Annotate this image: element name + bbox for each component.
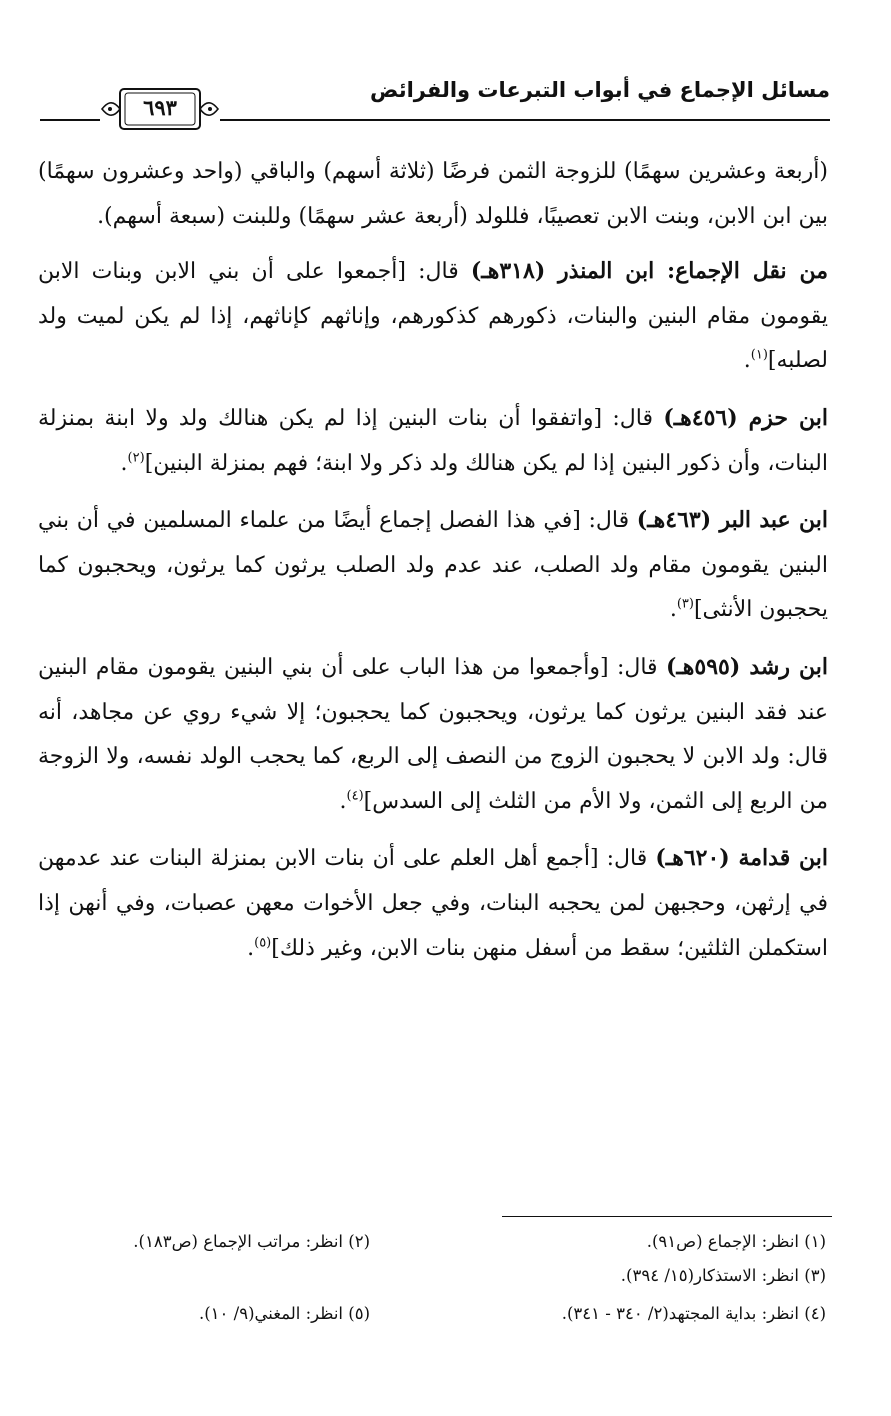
page-body bbox=[38, 150, 828, 983]
paragraph-lead: ابن رشد (٥٩٥هـ) bbox=[665, 653, 828, 680]
paragraph-ibn-abd-al-barr: ابن عبد البر (٤٦٣هـ) قال: [في هذا الفصل إجماع أيضًا من علماء المسلمين في أن بني البنين يقومون مقام ولد الصلب، عند عدم ولد الصلب يرثون كما يرثون، ويحجبون كما يحجبون الأنثى]$^{(٣)}$. bbox=[38, 507, 829, 623]
paragraph-lead: ابن عبد البر (٤٦٣هـ) bbox=[636, 507, 829, 534]
running-title: مسائل الإجماع في أبواب التبرعات والفرائض bbox=[370, 78, 830, 102]
footnote-3: (٣) انظر: الاستذكار(١٥/ ٣٩٤). bbox=[620, 1266, 826, 1285]
paragraph-text: (أربعة وعشرين سهمًا) للزوجة الثمن فرضًا (ثلاثة أسهم) والباقي (واحد وعشرون سهمًا) بين ابن الابن، وبنت الابن تعصيبًا، فللولد (أربعة عشر سهمًا) وللبنت (سبعة أسهم). bbox=[38, 159, 828, 229]
footnote-4: (٤) انظر: بداية المجتهد(٢/ ٣٤٠ - ٣٤١). bbox=[561, 1304, 826, 1323]
paragraph-text: قال: [أجمع أهل العلم على أن بنات الابن بمنزلة البنات عند عدمهن في إرثهن، وحجبهن لمن يحجبه البنات، وفي جعل الأخوات معهن عصبات، وفي أنهن إذا استكملن الثلثين؛ سقط من أسفل منهن بنات الابن، وغير ذلك] bbox=[38, 846, 828, 961]
page-number: ٦٩٣ bbox=[143, 95, 177, 120]
footnote-5: (٥) انظر: المغني(٩/ ١٠). bbox=[198, 1304, 370, 1323]
footnote-ref[interactable]: (٤) bbox=[346, 788, 364, 804]
paragraph-lead: ابن حزم (٤٥٦هـ) bbox=[663, 404, 828, 431]
footnote-2: (٢) انظر: مراتب الإجماع (ص١٨٣). bbox=[133, 1232, 370, 1251]
footnote-1: (١) انظر: الإجماع (ص٩١). bbox=[646, 1232, 826, 1251]
page-header bbox=[40, 64, 830, 134]
paragraph-ibn-rushd: ابن رشد (٥٩٥هـ) قال: [وأجمعوا من هذا الباب على أن بني البنين يقومون مقام البنين عند فقد البنين يرثون كما يرثون، ويحجبون كما يحجبون؛ إلا شيء روي عن مجاهد، أنه قال: ولد الابن لا يحجبون الزوج من النصف إلى الربع، كما يحجب الولد نفسه، ولا الزوجة من الربع إلى الثمن، ولا الأم من الثلث إلى السدس]$^{(٤)}$. bbox=[38, 653, 828, 814]
footnote-ref[interactable]: (٥) bbox=[254, 935, 272, 951]
paragraph-text: قال: [وأجمعوا من هذا الباب على أن بني البنين يقومون مقام البنين عند فقد البنين يرثون كما يرثون، ويحجبون كما يحجبون؛ إلا شيء روي عن مجاهد، أنه قال: ولد الابن لا يحجبون الزوج من النصف إلى الربع، كما يحجب الولد نفسه، ولا الزوجة من الربع إلى الثمن، ولا الأم من الثلث إلى السدس] bbox=[38, 654, 828, 814]
paragraph-lead: من نقل الإجماع: ابن المنذر (٣١٨هـ) bbox=[470, 258, 828, 285]
paragraph-text: قال: [أجمعوا على أن بني الابن وبنات الابن يقومون مقام البنين والبنات، ذكورهم كذكورهم، وإناثهم كإناثهم، إذا لم يكن لميت ولد لصلبه] bbox=[38, 259, 828, 374]
paragraph-ibn-hazm: ابن حزم (٤٥٦هـ) قال: [واتفقوا أن بنات البنين إذا لم يكن هنالك ولد ولا ابنة بمنزلة البنات، وأن ذكور البنين إذا لم يكن هنالك ولد ذكر ولا ابنة؛ فهم بمنزلة البنين]$^{(٢)}$. bbox=[38, 404, 828, 476]
footnote-ref[interactable]: (٢) bbox=[127, 450, 145, 466]
paragraph-ibn-al-mundhir: من نقل الإجماع: ابن المنذر (٣١٨هـ) قال: [أجمعوا على أن بني الابن وبنات الابن يقومون مقام البنين والبنات، ذكورهم كذكورهم، وإناثهم كإناثهم، إذا لم يكن لميت ولد لصلبه]$^{(١)}$. bbox=[38, 258, 828, 374]
footnote-ref[interactable]: (٣) bbox=[676, 597, 694, 613]
page-number-ornament bbox=[100, 86, 220, 132]
paragraph-text: قال: [واتفقوا أن بنات البنين إذا لم يكن هنالك ولد ولا ابنة بمنزلة البنات، وأن ذكور البنين إذا لم يكن هنالك ولد ذكر ولا ابنة؛ فهم بمنزلة البنين] bbox=[38, 405, 828, 476]
footnote-rule bbox=[502, 1216, 832, 1217]
paragraph-text: قال: [في هذا الفصل إجماع أيضًا من علماء المسلمين في أن بني البنين يقومون مقام ولد الصلب، عند عدم ولد الصلب يرثون كما يرثون، ويحجبون كما يحجبون الأنثى] bbox=[38, 508, 828, 623]
paragraph-1 bbox=[38, 150, 828, 239]
footnote-ref[interactable]: (١) bbox=[750, 348, 768, 364]
paragraph-lead: ابن قدامة (٦٢٠هـ) bbox=[655, 845, 828, 872]
paragraph-ibn-qudamah: ابن قدامة (٦٢٠هـ) قال: [أجمع أهل العلم على أن بنات الابن بمنزلة البنات عند عدمهن في إرثهن، وحجبهن لمن يحجبه البنات، وفي جعل الأخوات معهن عصبات، وفي أنهن إذا استكملن الثلثين؛ سقط من أسفل منهن بنات الابن، وغير ذلك]$^{(٥)}$. bbox=[38, 845, 828, 961]
